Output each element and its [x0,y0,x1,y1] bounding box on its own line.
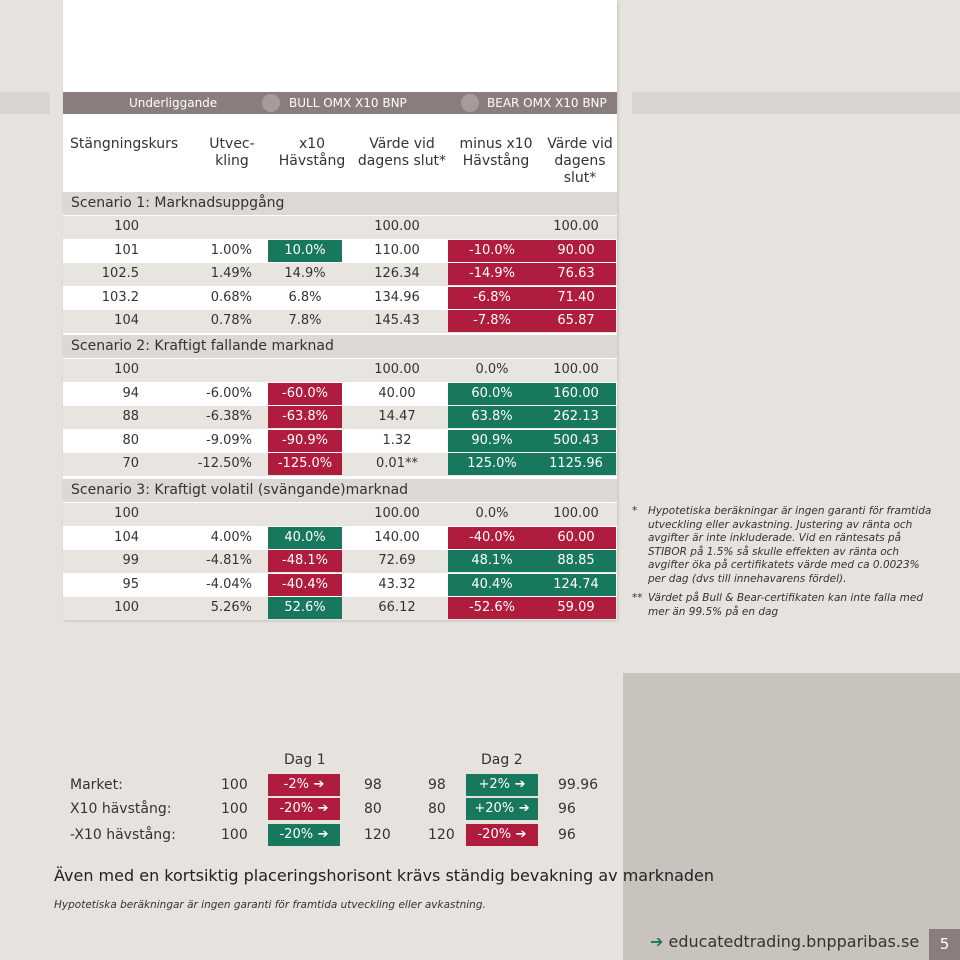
cell-bull-val: 72.69 [378,553,416,568]
cell-bear-val: 100.00 [553,506,599,521]
cell-bull-val: 100.00 [374,362,420,377]
scenario-heading: Scenario 3: Kraftigt volatil (svängande)marknad [63,479,617,502]
cell-dev: -12.50% [197,456,252,471]
cell-dev: 0.78% [210,313,252,328]
col-bull-val: Värde vid dagens slut* [357,136,447,169]
example-end-day1: 98 [364,777,382,793]
cell-bull-val: 100.00 [374,506,420,521]
cell-bull-lev: 14.9% [284,266,326,281]
arrow-right-icon: ➔ [514,801,530,816]
table-header-bar [63,92,617,114]
cell-bull-val: 140.00 [374,529,420,545]
cell-close: 100 [114,219,139,234]
cell-bull-lev: -90.9% [268,430,342,452]
cell-bull-lev: -48.1% [268,550,342,572]
cell-bear-lev: 0.0% [475,362,509,377]
cell-dev: -9.09% [206,432,252,448]
website-link[interactable]: ➔ educatedtrading.bnpparibas.se [650,932,920,951]
cell-close: 88 [122,409,139,424]
bull-icon [262,94,280,112]
cell-bear-val: 100.00 [553,362,599,377]
cell-bear-lev: -10.0% [448,240,536,262]
cell-bull-lev: -63.8% [268,406,342,428]
day1-change: -2% ➔ [268,774,340,796]
cell-bull-lev: -60.0% [268,383,342,405]
day1-change: -20% ➔ [268,824,340,846]
cell-bear-lev: -40.0% [448,527,536,549]
cell-bear-val: 160.00 [536,383,616,405]
example-label: -X10 hävstång: [70,827,176,843]
cell-bear-lev: 48.1% [448,550,536,572]
bear-label: BEAR OMX X10 BNP [487,96,607,110]
cell-dev [190,503,252,525]
cell-dev: 0.68% [210,289,252,305]
cell-bull-lev: -125.0% [268,453,342,475]
cell-bull-val: 0.01** [376,456,418,471]
underlying-label: Underliggande [129,96,218,110]
cell-close: 100 [114,506,139,521]
cell-bear-lev: -52.6% [448,597,536,619]
cell-close: 95 [122,576,139,592]
cell-bear-val: 1125.96 [536,453,616,475]
cell-close: 102.5 [101,266,139,281]
arrow-right-icon: ➔ [650,932,664,951]
footer-disclaimer: Hypotetiska beräkningar är ingen garanti för framtida utveckling eller avkastning. [54,899,486,911]
cell-dev: 5.26% [210,600,252,615]
cell-bull-val: 100.00 [374,219,420,234]
example-start: 100 [221,777,248,793]
cell-bear-lev: 63.8% [448,406,536,428]
cell-bear-lev: 60.0% [448,383,536,405]
arrow-right-icon: ➔ [510,777,526,792]
cell-dev: 1.00% [210,242,252,258]
scenario-heading: Scenario 2: Kraftigt fallande marknad [63,335,617,358]
cell-bear-val: 65.87 [536,310,616,332]
example-start-day2: 120 [428,827,455,843]
cell-bear-lev: 90.9% [448,430,536,452]
cell-dev: 4.00% [210,529,252,545]
arrow-right-icon: ➔ [313,827,329,842]
footnotes [632,505,932,625]
footnote-2: ** Värdet på Bull & Bear-certifikaten kan inte falla med mer än 99.5% på en dag [632,592,923,618]
cell-bull-val: 110.00 [374,242,420,258]
arrow-right-icon: ➔ [511,827,527,842]
day1-heading: Dag 1 [284,752,326,768]
cell-dev: -6.00% [206,385,252,401]
cell-dev: -4.04% [206,576,252,592]
cell-bull-val: 40.00 [378,385,416,401]
day2-change: +2% ➔ [466,774,538,796]
day2-change: +20% ➔ [466,798,538,820]
col-close: Stängningskurs [70,136,179,152]
cell-bull-lev: 7.8% [288,313,322,328]
col-bull-lev: x10 Hävstång [278,136,346,169]
cell-close: 104 [114,529,139,545]
day1-change: -20% ➔ [268,798,340,820]
cell-close: 104 [114,313,139,328]
day2-heading: Dag 2 [481,752,523,768]
day2-change: -20% ➔ [466,824,538,846]
left-stripe [0,92,50,114]
bear-icon [461,94,479,112]
right-stripe [632,92,960,114]
cell-close: 100 [114,362,139,377]
cell-bull-val: 126.34 [374,266,420,281]
cell-dev: -4.81% [206,553,252,568]
cell-bear-val: 262.13 [536,406,616,428]
cell-bull-val: 43.32 [378,576,416,592]
cell-bull-val: 14.47 [378,409,416,424]
cell-bear-val: 71.40 [536,287,616,309]
cell-bull-lev [268,503,342,525]
cell-bear-lev: 40.4% [448,574,536,596]
cell-bull-val: 66.12 [378,600,416,615]
cell-dev [190,359,252,381]
cell-bear-val: 60.00 [536,527,616,549]
cell-close: 103.2 [101,289,139,305]
cell-bull-lev: -40.4% [268,574,342,596]
col-dev: Utvec- kling [209,136,255,169]
example-end-day2: 96 [558,827,576,843]
example-start: 100 [221,801,248,817]
cell-bull-lev: 10.0% [268,240,342,262]
cell-dev [190,216,252,238]
cell-bear-val: 88.85 [536,550,616,572]
cell-bear-val: 76.63 [536,263,616,285]
cell-bull-lev [268,359,342,381]
example-label: X10 hävstång: [70,801,172,817]
col-bear-val: Värde vid dagens slut* [547,136,613,186]
cell-bear-val: 59.09 [536,597,616,619]
arrow-right-icon: ➔ [313,801,329,816]
cell-bear-val: 90.00 [536,240,616,262]
footnote-1: * Hypotetiska beräkningar är ingen garanti för framtida utveckling eller avkastning. Justering av ränta och avgifter är inte inkluderade. Vid en räntesats på STIBOR på 1.5% så skulle effekten av ränta och avgifter öka på certifikatets värde med ca 0.0023% per dag (dvs till innehavarens fördel). [632,505,932,585]
cell-bull-lev: 40.0% [268,527,342,549]
cell-dev: -6.38% [206,409,252,424]
cell-bull-lev: 6.8% [288,289,322,305]
example-start: 100 [221,827,248,843]
footer-headline: Även med en kortsiktig placeringshorisont krävs ständig bevakning av marknaden [54,866,715,885]
scenario-heading: Scenario 1: Marknadsuppgång [63,192,617,215]
example-end-day2: 96 [558,801,576,817]
cell-bull-val: 1.32 [382,432,412,448]
cell-bear-lev: -14.9% [448,263,536,285]
example-start-day2: 80 [428,801,446,817]
cell-bull-lev: 52.6% [268,597,342,619]
col-bear-lev: minus x10 Hävstång [459,136,533,169]
example-label: Market: [70,777,123,793]
cell-bear-lev: -7.8% [448,310,536,332]
bottom-right-panel [623,673,960,960]
cell-close: 70 [122,456,139,471]
cell-bear-lev: 0.0% [475,506,509,521]
cell-bear-val: 100.00 [553,219,599,234]
cell-close: 100 [114,600,139,615]
cell-dev: 1.49% [210,266,252,281]
cell-close: 99 [122,553,139,568]
page-number: 5 [929,929,960,960]
bull-label: BULL OMX X10 BNP [289,96,407,110]
cell-bull-val: 145.43 [374,313,420,328]
example-start-day2: 98 [428,777,446,793]
cell-close: 101 [114,242,139,258]
cell-bull-val: 134.96 [374,289,420,305]
cell-bear-lev [448,216,536,238]
cell-bear-val: 124.74 [536,574,616,596]
cell-bear-lev: 125.0% [448,453,536,475]
example-end-day1: 80 [364,801,382,817]
cell-bear-val: 500.43 [536,430,616,452]
cell-bull-lev [268,216,342,238]
cell-close: 80 [122,432,139,448]
cell-close: 94 [122,385,139,401]
cell-bear-lev: -6.8% [448,287,536,309]
example-end-day2: 99.96 [558,777,599,793]
example-end-day1: 120 [364,827,391,843]
arrow-right-icon: ➔ [308,777,325,792]
